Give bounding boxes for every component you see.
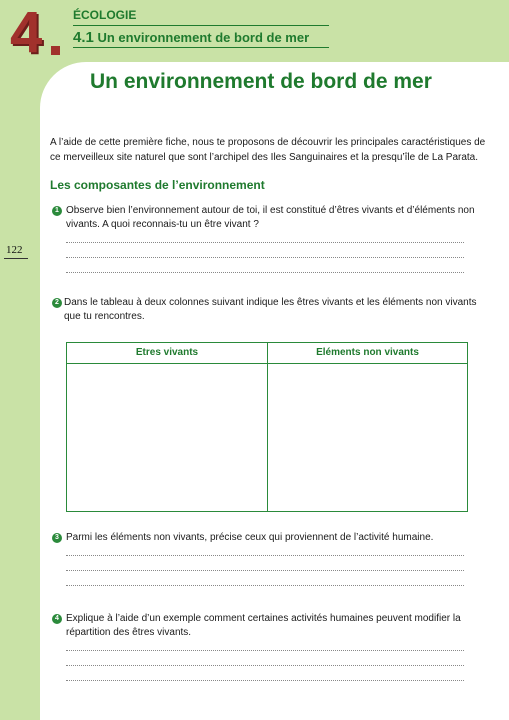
section-header xyxy=(73,29,309,46)
table-cell-nonliving[interactable] xyxy=(268,365,467,511)
table-header-nonliving: Eléments non vivants xyxy=(316,347,419,358)
page-number: 122 xyxy=(6,244,23,256)
question-1-bullet: 1 xyxy=(52,206,62,216)
section-title: Un environnement de bord de mer xyxy=(97,30,310,45)
table-cell-living[interactable] xyxy=(67,365,267,511)
question-4-text: Explique à l’aide d’un exemple comment certaines activités humaines peuvent modifier la répartition des êtres vivants. xyxy=(66,613,461,638)
chapter-number-dot xyxy=(51,46,60,55)
answer-line[interactable] xyxy=(66,242,464,243)
chapter-title-rule xyxy=(73,25,329,26)
chapter-title: ÉCOLOGIE xyxy=(73,8,137,22)
section-title-rule xyxy=(73,47,329,48)
section-number: 4.1 xyxy=(73,29,94,46)
chapter-number: 4 xyxy=(10,0,41,65)
question-4-bullet: 4 xyxy=(52,614,62,624)
page-title: Un environnement de bord de mer xyxy=(90,70,432,93)
answer-line[interactable] xyxy=(66,272,464,273)
table-header-living: Etres vivants xyxy=(135,347,199,358)
answer-line[interactable] xyxy=(66,257,464,258)
answer-line[interactable] xyxy=(66,665,464,666)
answer-line[interactable] xyxy=(66,585,464,586)
answer-line[interactable] xyxy=(66,680,464,681)
question-2-text: Dans le tableau à deux colonnes suivant indique les êtres vivants et les éléments non vivants que tu rencontres. xyxy=(64,297,477,322)
living-nonliving-table xyxy=(66,342,468,512)
question-3-bullet: 3 xyxy=(52,533,62,543)
question-3-text: Parmi les éléments non vivants, précise ceux qui proviennent de l’activité humaine. xyxy=(66,532,434,543)
question-1-text: Observe bien l’environnement autour de toi, il est constitué d’êtres vivants et d’éléments non vivants. A quoi reconnais-tu un être vivant ? xyxy=(66,205,475,230)
section-heading: Les composantes de l’environnement xyxy=(50,178,265,192)
answer-line[interactable] xyxy=(66,555,464,556)
question-2-bullet: 2 xyxy=(52,298,62,308)
answer-line[interactable] xyxy=(66,650,464,651)
left-color-band xyxy=(0,0,40,720)
answer-line[interactable] xyxy=(66,570,464,571)
intro-paragraph: A l’aide de cette première fiche, nous te proposons de découvrir les principales caractéristiques de ce merveilleux site naturel que sont l’archipel des Iles Sanguinaires et la presqu’île de La Parata. xyxy=(50,137,486,163)
page-number-rule xyxy=(4,258,28,259)
